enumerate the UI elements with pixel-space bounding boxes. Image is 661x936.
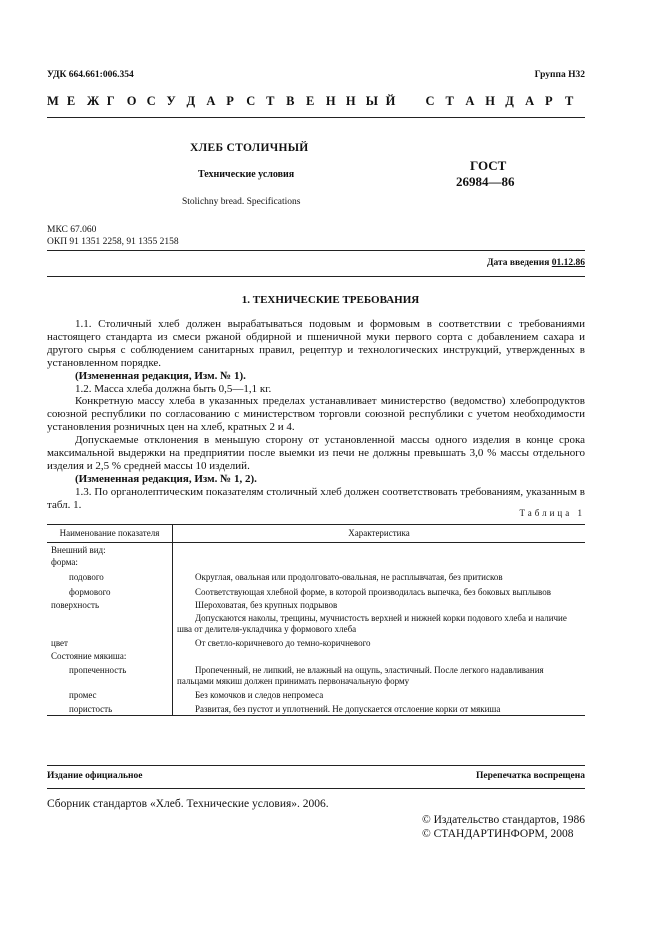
paragraph-1-3: 1.3. По органолептическим показателям столичный хлеб должен соответствовать требованиям, указанным в табл. 1. xyxy=(47,485,585,511)
copyright-line-1: © Издательство стандартов, 1986 xyxy=(421,814,585,826)
table-row xyxy=(47,662,585,687)
date-value: 01.12.86 xyxy=(551,258,585,268)
reprint-notice: Перепечатка воспрещена xyxy=(475,771,585,781)
characteristic-cell xyxy=(173,556,586,568)
effective-date xyxy=(487,258,585,268)
table-row xyxy=(47,701,585,716)
banner-letter: Т xyxy=(564,94,574,108)
banner-letter: М xyxy=(47,94,59,108)
table-row xyxy=(47,598,585,611)
indicator-cell: промес xyxy=(47,687,173,701)
gost-block xyxy=(456,158,515,190)
characteristic-cell: Пропеченный, не липкий, не влажный на ощупь, эластичный. После легкого надавливания пальцами мякиш должен принимать первоначальную форму xyxy=(177,665,544,686)
characteristic-cell: От светло-коричневого до темно-коричневого xyxy=(195,638,371,648)
classification-codes xyxy=(47,224,179,248)
header-divider xyxy=(47,117,585,118)
banner-letter: С xyxy=(246,94,256,108)
banner-letter: О xyxy=(126,94,137,108)
collection-note: Сборник стандартов «Хлеб. Технические условия». 2006. xyxy=(47,798,329,810)
amendment-note-2: (Измененная редакция, Изм. № 1, 2). xyxy=(75,472,257,485)
okp-code: ОКП 91 1351 2258, 91 1355 2158 xyxy=(47,237,179,247)
col-header-characteristic: Характеристика xyxy=(173,525,586,543)
date-label: Дата введения xyxy=(486,258,550,268)
copyright-block xyxy=(422,813,585,841)
section-heading: 1. ТЕХНИЧЕСКИЕ ТРЕБОВАНИЯ xyxy=(241,294,420,306)
characteristic-cell: Округлая, овальная или продолговато-овальная, не расплывчатая, без притисков xyxy=(195,572,503,582)
table-row xyxy=(47,649,585,662)
characteristic-cell: Шероховатая, без крупных подрывов xyxy=(195,600,338,610)
indicator-cell: пористость xyxy=(47,701,173,716)
banner-letter: Д xyxy=(505,94,514,108)
date-divider xyxy=(47,276,585,277)
banner-letter: У xyxy=(166,94,176,108)
indicator-cell: цвет xyxy=(47,635,173,649)
banner-letter: А xyxy=(206,94,216,108)
paragraph-tolerance: Допускаемые отклонения в меньшую сторону от установленной массы одного изделия в конце срока максимальной выдержки на предприятии после выемки из печи не должны превышать 3,0 % массы отдельного изделия и 2,5 % средней массы 10 изделий. xyxy=(47,434,585,472)
characteristic-cell: Допускаются наколы, трещины, мучнистость верхней и нижней корки подового хлеба и наличие шва от делителя-укладчика у формового хлеба xyxy=(177,613,567,634)
table-row xyxy=(47,687,585,701)
table-row xyxy=(47,568,585,583)
banner-letter: А xyxy=(525,94,535,108)
gost-label: ГОСТ xyxy=(470,158,507,173)
footer-bottom-divider xyxy=(47,788,585,789)
table-row xyxy=(47,556,585,568)
indicator-cell xyxy=(47,611,173,635)
banner-letter: Г xyxy=(106,94,115,108)
characteristic-cell: Развитая, без пустот и уплотнений. Не допускается отслоение корки от мякиша xyxy=(173,701,586,716)
banner-letter: А xyxy=(465,94,475,108)
table-header-row xyxy=(47,525,585,543)
group-code: Группа Н32 xyxy=(534,70,585,80)
indicator-cell: Состояние мякиша: xyxy=(47,649,173,662)
banner-letter: Й xyxy=(385,94,396,108)
paragraph-1-1: 1.1. Столичный хлеб должен вырабатываться подовым и формовым в соответствии с требованиями настоящего стандарта из смеси ржаной обдирной и пшеничной муки первого сорта с добавлением сахара и другого сырья с соблюдением санитарных правил, рецептур и технологических инструкций, утвержденных в установленном порядке. xyxy=(47,318,585,369)
table-caption: Таблица 1 xyxy=(519,508,585,518)
col-header-indicator: Наименование показателя xyxy=(47,525,173,543)
copyright-line-2: © СТАНДАРТИНФОРМ, 2008 xyxy=(421,828,574,840)
banner-letter: Р xyxy=(545,94,553,108)
characteristic-cell xyxy=(173,649,586,662)
udk-code: УДК 664.661:006.354 xyxy=(47,70,134,80)
characteristic-cell: Соответствующая хлебной форме, в которой производилась выпечка, без боковых выплывов xyxy=(195,587,551,597)
table-row xyxy=(47,635,585,649)
interstate-standard-banner xyxy=(47,94,585,109)
organoleptic-table xyxy=(47,524,585,716)
banner-letter: С xyxy=(146,94,156,108)
banner-letter: Е xyxy=(305,94,315,108)
banner-letter: Т xyxy=(445,94,454,108)
indicator-cell: пропеченность xyxy=(47,662,173,687)
paragraph-mass: Конкретную массу хлеба в указанных пределах устанавливает министерство (ведомство) хлебопродуктов союзной республики по согласованию с министерством торговли союзной республики с учетом необходимости установления розничных цен на хлеб, кратных 2 и 4. xyxy=(47,395,585,434)
indicator-cell: формового xyxy=(47,583,173,598)
gost-number: 26984—86 xyxy=(456,174,515,189)
doc-title: ХЛЕБ СТОЛИЧНЫЙ xyxy=(190,142,309,154)
banner-letter: Т xyxy=(266,94,275,108)
banner-letter: Ы xyxy=(365,94,379,108)
edition-label: Издание официальное xyxy=(47,771,143,781)
mks-code: МКС 67.060 xyxy=(47,225,97,235)
banner-letter: В xyxy=(286,94,295,108)
characteristic-cell xyxy=(173,543,586,557)
banner-letter: Ж xyxy=(86,94,100,108)
amendment-note-1: (Измененная редакция, Изм. № 1). xyxy=(75,369,246,382)
banner-letter: Р xyxy=(226,94,234,108)
doc-title-en: Stolichny bread. Specifications xyxy=(182,197,301,207)
paragraph-1-2: 1.2. Масса хлеба должна быть 0,5—1,1 кг. xyxy=(75,382,272,395)
banner-letter: Д xyxy=(186,94,196,108)
table-row xyxy=(47,611,585,635)
banner-letter: Е xyxy=(66,94,76,108)
table-row xyxy=(47,543,585,557)
banner-letter: Н xyxy=(345,94,356,108)
section-body xyxy=(47,318,585,512)
footer-top-divider xyxy=(47,765,585,766)
codes-divider xyxy=(47,250,585,251)
indicator-cell: подового xyxy=(47,568,173,583)
characteristic-cell: Без комочков и следов непромеса xyxy=(195,690,324,700)
doc-subtitle: Технические условия xyxy=(198,169,295,180)
banner-letter: Н xyxy=(485,94,496,108)
table-row xyxy=(47,583,585,598)
banner-letter: Н xyxy=(325,94,336,108)
indicator-cell: форма: xyxy=(47,556,173,568)
indicator-cell: поверхность xyxy=(47,598,173,611)
indicator-cell: Внешний вид: xyxy=(47,543,173,557)
banner-letter: С xyxy=(425,94,435,108)
